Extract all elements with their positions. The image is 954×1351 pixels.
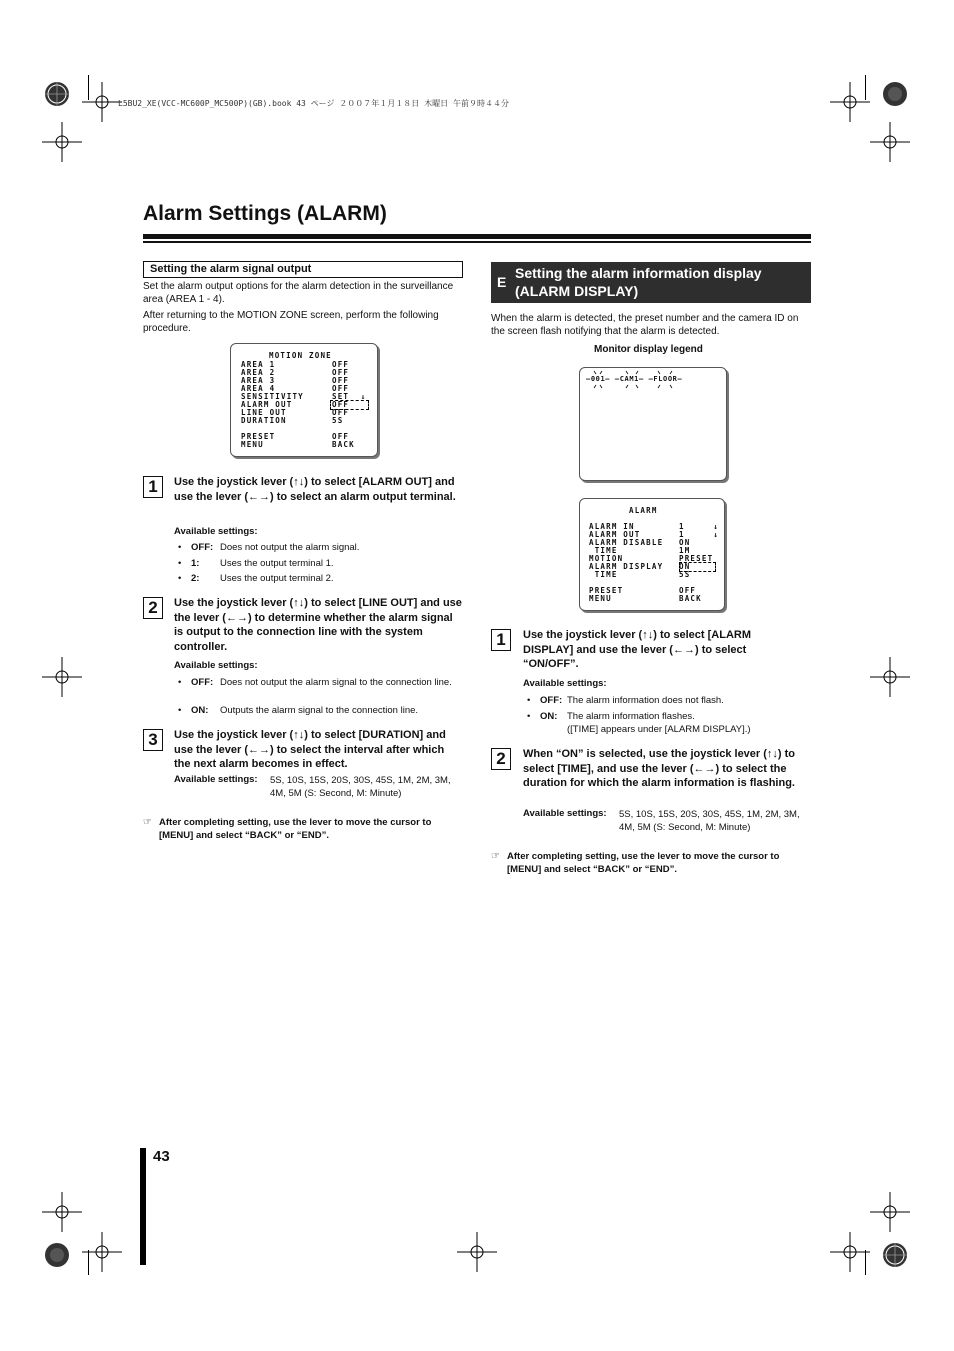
option-item: • 1: Uses the output terminal 1. bbox=[178, 558, 334, 569]
screen-row-label: TIME bbox=[589, 546, 618, 555]
screen-row-label: PRESET bbox=[589, 586, 624, 595]
screen-row-label: ALARM OUT bbox=[241, 400, 293, 409]
step-number: 1 bbox=[491, 629, 511, 651]
screen-row-label: TIME bbox=[589, 570, 618, 579]
cursor-highlight bbox=[330, 400, 369, 410]
step-number: 3 bbox=[143, 729, 163, 751]
option-key: ON: bbox=[540, 711, 558, 722]
option-item: • ON: The alarm information flashes. bbox=[527, 711, 695, 722]
crop-mark bbox=[88, 75, 89, 100]
crosshair-mark-icon bbox=[80, 1230, 124, 1274]
option-key: OFF: bbox=[191, 542, 214, 553]
screen-row-value: OFF bbox=[332, 360, 350, 369]
screen-row-label: ALARM DISABLE bbox=[589, 538, 664, 547]
option-value: The alarm information flashes. bbox=[567, 711, 695, 722]
available-settings-values: 5S, 10S, 15S, 20S, 30S, 45S, 1M, 2M, 3M, 4M, 5M (S: Second, M: Minute) bbox=[270, 775, 451, 799]
step-instruction: When “ON” is selected, use the joystick lever (↑↓) to select [TIME], and use the lever (←→) to select the duration for which the alarm information is flashing. bbox=[523, 748, 796, 789]
page-title: Alarm Settings (ALARM) bbox=[143, 202, 387, 225]
screen-row-label: LINE OUT bbox=[241, 408, 287, 417]
option-key: OFF: bbox=[191, 677, 214, 688]
step-number: 2 bbox=[143, 597, 163, 619]
step-instruction: Use the joystick lever (↑↓) to select [LINE OUT] and use the lever (←→) to determine whether the alarm signal is output to the connection line with the system controller. bbox=[174, 597, 462, 653]
screen-row-label: AREA 2 bbox=[241, 368, 276, 377]
page-side-bar bbox=[140, 1148, 146, 1265]
screen-row-value: BACK bbox=[679, 594, 702, 603]
flash-indicator-icon bbox=[588, 370, 718, 392]
screen-row-value: 5S bbox=[679, 570, 691, 579]
screen-row-label: MENU bbox=[589, 594, 612, 603]
screen-row-value: 1M bbox=[679, 546, 691, 555]
option-key: 2: bbox=[191, 573, 200, 584]
crop-mark bbox=[865, 75, 866, 100]
screen-row-label: ALARM DISPLAY bbox=[589, 562, 664, 571]
screen-row-label: AREA 4 bbox=[241, 384, 276, 393]
option-item: • 2: Uses the output terminal 2. bbox=[178, 573, 334, 584]
screen-row-value: OFF bbox=[679, 586, 697, 595]
screen-row-value: 5S bbox=[332, 416, 344, 425]
option-item: • OFF: The alarm information does not flash. bbox=[527, 695, 724, 706]
available-settings-label: Available settings: bbox=[174, 526, 258, 537]
left-intro-paragraph-2: After returning to the MOTION ZONE screen, perform the following procedure. bbox=[143, 310, 439, 334]
option-key: 1: bbox=[191, 558, 200, 569]
option-item: • ON: Outputs the alarm signal to the connection line. bbox=[178, 705, 419, 716]
crop-mark bbox=[88, 1250, 89, 1275]
cursor-highlight bbox=[679, 562, 716, 572]
screen-row-label: DURATION bbox=[241, 416, 287, 425]
available-settings-label: Available settings: bbox=[174, 660, 258, 671]
note-text: After completing setting, use the lever to move the cursor to [MENU] and select “BACK” or “END”. bbox=[159, 817, 432, 841]
section-title: Setting the alarm information display (ALARM DISPLAY) bbox=[515, 265, 762, 299]
crosshair-mark-icon bbox=[868, 120, 912, 164]
screen-row-value: 1 ↓ bbox=[679, 522, 720, 531]
page-number: 43 bbox=[153, 1148, 170, 1165]
registration-target-icon bbox=[873, 72, 917, 116]
option-extra-note: ([TIME] appears under [ALARM DISPLAY].) bbox=[567, 724, 751, 735]
title-rule bbox=[143, 241, 811, 243]
step-instruction: Use the joystick lever (↑↓) to select [ALARM DISPLAY] and use the lever (←→) to select “ON/OFF”. bbox=[523, 629, 752, 670]
available-settings-label: Available settings: bbox=[174, 774, 258, 785]
option-item: • OFF: Does not output the alarm signal to the connection line. bbox=[178, 676, 463, 704]
screen-row-value: PRESET bbox=[679, 554, 714, 563]
pointing-hand-icon: ☞ bbox=[143, 817, 152, 828]
registration-target-icon bbox=[35, 72, 79, 116]
screen-row-value: OFF bbox=[332, 400, 350, 409]
section-heading-alarm-display bbox=[491, 262, 811, 303]
monitor-alarm-text: —001— —CAM1— —FLOOR— bbox=[586, 375, 683, 383]
screen-title: MOTION ZONE bbox=[269, 351, 332, 360]
screen-row-label: MOTION bbox=[589, 554, 624, 563]
screen-row-value: OFF bbox=[332, 408, 350, 417]
completion-note bbox=[143, 816, 463, 844]
step-number: 2 bbox=[491, 748, 511, 770]
screen-row-value: BACK bbox=[332, 440, 355, 449]
pointing-hand-icon: ☞ bbox=[491, 851, 500, 862]
alarm-menu-screen bbox=[579, 498, 725, 611]
registration-target-icon bbox=[35, 1233, 79, 1277]
option-value: Uses the output terminal 2. bbox=[220, 573, 334, 584]
note-text: After completing setting, use the lever to move the cursor to [MENU] and select “BACK” or “END”. bbox=[507, 851, 780, 875]
screen-row-value: 1 ↓ bbox=[679, 530, 720, 539]
screen-row-value: ON bbox=[679, 538, 691, 547]
available-settings-label: Available settings: bbox=[523, 678, 607, 689]
screen-row-value: OFF bbox=[332, 432, 350, 441]
monitor-display-screen bbox=[579, 367, 727, 481]
crosshair-mark-icon bbox=[868, 655, 912, 699]
option-value: Outputs the alarm signal to the connection line. bbox=[220, 705, 419, 716]
crosshair-mark-icon bbox=[868, 1190, 912, 1234]
screen-row-value: OFF bbox=[332, 384, 350, 393]
screen-row-label: ALARM IN bbox=[589, 522, 635, 531]
right-intro-paragraph: When the alarm is detected, the preset number and the camera ID on the screen flash notifying that the alarm is detected. bbox=[491, 313, 799, 337]
screen-row-value: SET ↓ bbox=[332, 392, 367, 401]
completion-note bbox=[491, 850, 811, 878]
option-value: Uses the output terminal 1. bbox=[220, 558, 334, 569]
option-item: • OFF: Does not output the alarm signal. bbox=[178, 542, 360, 553]
screen-row-label: AREA 1 bbox=[241, 360, 276, 369]
section-letter: E bbox=[497, 274, 507, 290]
screen-row-value: ON bbox=[679, 562, 691, 571]
crosshair-mark-icon bbox=[40, 655, 84, 699]
screen-row-label: SENSITIVITY bbox=[241, 392, 304, 401]
screen-row-label: ALARM OUT bbox=[589, 530, 641, 539]
option-key: OFF: bbox=[540, 695, 563, 706]
screen-row-label: PRESET bbox=[241, 432, 276, 441]
section-heading-alarm-signal-output: Setting the alarm signal output bbox=[143, 261, 463, 278]
crosshair-mark-icon bbox=[40, 120, 84, 164]
crop-mark bbox=[865, 1250, 866, 1275]
motion-zone-screen bbox=[230, 343, 378, 457]
step-number: 1 bbox=[143, 476, 163, 498]
option-value: The alarm information does not flash. bbox=[567, 695, 724, 706]
screen-row-label: MENU bbox=[241, 440, 264, 449]
screen-title: ALARM bbox=[629, 506, 658, 515]
crosshair-mark-icon bbox=[40, 1190, 84, 1234]
step-instruction: Use the joystick lever (↑↓) to select [DURATION] and use the lever (←→) to select the interval after which the next alarm becomes in effect. bbox=[174, 729, 446, 770]
screen-row-value: OFF bbox=[332, 376, 350, 385]
crosshair-mark-icon bbox=[455, 1230, 499, 1274]
title-rule bbox=[143, 234, 811, 239]
available-settings-label: Available settings: bbox=[523, 808, 607, 819]
monitor-legend-label: Monitor display legend bbox=[594, 344, 703, 355]
registration-target-icon bbox=[873, 1233, 917, 1277]
print-info-header: L5BU2_XE(VCC-MC600P_MC500P)(GB).book 43 ページ ２００７年１月１８日 木曜日 午前９時４４分 bbox=[118, 99, 509, 108]
option-key: ON: bbox=[191, 705, 209, 716]
left-intro-paragraph: Set the alarm output options for the alarm detection in the surveillance area (AREA 1 - 4). bbox=[143, 281, 454, 305]
option-value: Does not output the alarm signal to the connection line. bbox=[220, 677, 452, 688]
screen-row-value: OFF bbox=[332, 368, 350, 377]
available-settings-values: 5S, 10S, 15S, 20S, 30S, 45S, 1M, 2M, 3M, 4M, 5M (S: Second, M: Minute) bbox=[619, 809, 800, 833]
screen-row-label: AREA 3 bbox=[241, 376, 276, 385]
step-instruction: Use the joystick lever (↑↓) to select [ALARM OUT] and use the lever (←→) to select an alarm output terminal. bbox=[174, 476, 456, 503]
option-value: Does not output the alarm signal. bbox=[220, 542, 360, 553]
